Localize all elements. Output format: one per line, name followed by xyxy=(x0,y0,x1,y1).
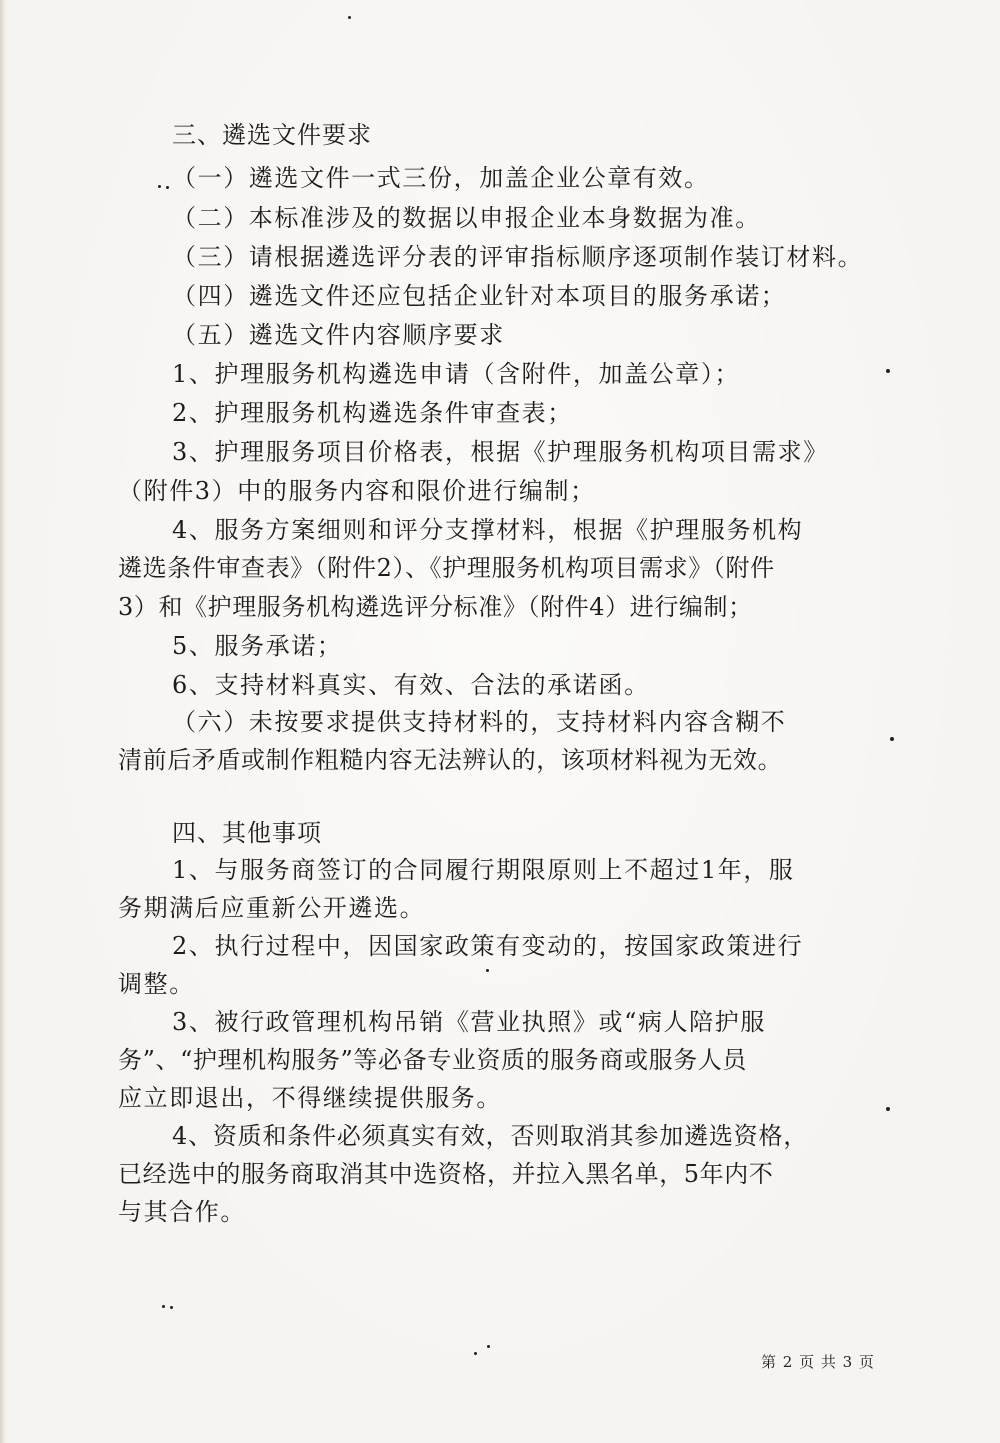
paragraph-line: 务期满后应重新公开遴选。 xyxy=(118,894,426,922)
scan-speck xyxy=(170,1306,173,1309)
paragraph-line: 应立即退出，不得继续提供服务。 xyxy=(118,1084,502,1112)
paragraph-line: （六）未按要求提供支持材料的，支持材料内容含糊不 xyxy=(172,708,787,736)
paragraph-line: 3、被行政管理机构吊销《营业执照》或“病人陪护服 xyxy=(172,1008,766,1036)
paragraph-line: 4、资质和条件必须真实有效，否则取消其参加遴选资格， xyxy=(172,1122,809,1150)
paragraph-line: （三）请根据遴选评分表的评审指标顺序逐项制作装订材料。 xyxy=(172,243,864,271)
scan-speck xyxy=(886,1107,890,1111)
section-heading: 三、遴选文件要求 xyxy=(172,121,372,149)
paragraph-line: （一）遴选文件一式三份，加盖企业公章有效。 xyxy=(172,164,710,192)
scan-speck xyxy=(348,16,351,19)
paragraph-line: 2、护理服务机构遴选条件审查表； xyxy=(172,399,573,427)
scan-speck xyxy=(890,737,894,741)
paragraph-line: 1、与服务商签订的合同履行期限原则上不超过1年，服 xyxy=(172,856,795,884)
paragraph-line: （二）本标准涉及的数据以申报企业本身数据为准。 xyxy=(172,204,761,232)
paragraph-line: 务”、“护理机构服务”等必备专业资质的服务商或服务人员 xyxy=(118,1046,748,1074)
paragraph-line: 3、护理服务项目价格表，根据《护理服务机构项目需求》 xyxy=(172,438,829,466)
paragraph-line: 调整。 xyxy=(118,970,195,998)
paragraph-line: 1、护理服务机构遴选申请（含附件，加盖公章）； xyxy=(172,360,741,388)
paragraph-line: 与其合作。 xyxy=(118,1198,246,1226)
paragraph-line: 遴选条件审查表》（附件2）、《护理服务机构项目需求》（附件 xyxy=(118,554,775,582)
paragraph-line: 3）和《护理服务机构遴选评分标准》（附件4）进行编制； xyxy=(118,593,753,621)
scan-speck xyxy=(158,185,161,188)
scan-speck xyxy=(474,1352,477,1355)
paragraph-line: （五）遴选文件内容顺序要求 xyxy=(172,321,505,349)
paragraph-line: （四）遴选文件还应包括企业针对本项目的服务承诺； xyxy=(172,282,787,310)
paragraph-line: 2、执行过程中，因国家政策有变动的，按国家政策进行 xyxy=(172,932,804,960)
page-edge-shadow xyxy=(0,0,6,1443)
paragraph-line: 6、支持材料真实、有效、合法的承诺函。 xyxy=(172,671,650,699)
scan-speck xyxy=(487,1345,490,1348)
scan-speck xyxy=(162,1305,165,1308)
paragraph-line: 已经选中的服务商取消其中选资格，并拉入黑名单，5年内不 xyxy=(118,1160,774,1188)
scan-speck xyxy=(166,186,169,189)
section-heading: 四、其他事项 xyxy=(172,819,322,847)
page-number: 第 2 页 共 3 页 xyxy=(761,1353,875,1371)
paragraph-line: 清前后矛盾或制作粗糙内容无法辨认的，该项材料视为无效。 xyxy=(118,746,783,774)
scan-speck xyxy=(486,969,489,972)
paragraph-line: 5、服务承诺； xyxy=(172,632,343,660)
paragraph-line: （附件3）中的服务内容和限价进行编制； xyxy=(118,477,596,505)
scan-speck xyxy=(886,369,890,373)
paragraph-line: 4、服务方案细则和评分支撑材料，根据《护理服务机构 xyxy=(172,516,804,544)
